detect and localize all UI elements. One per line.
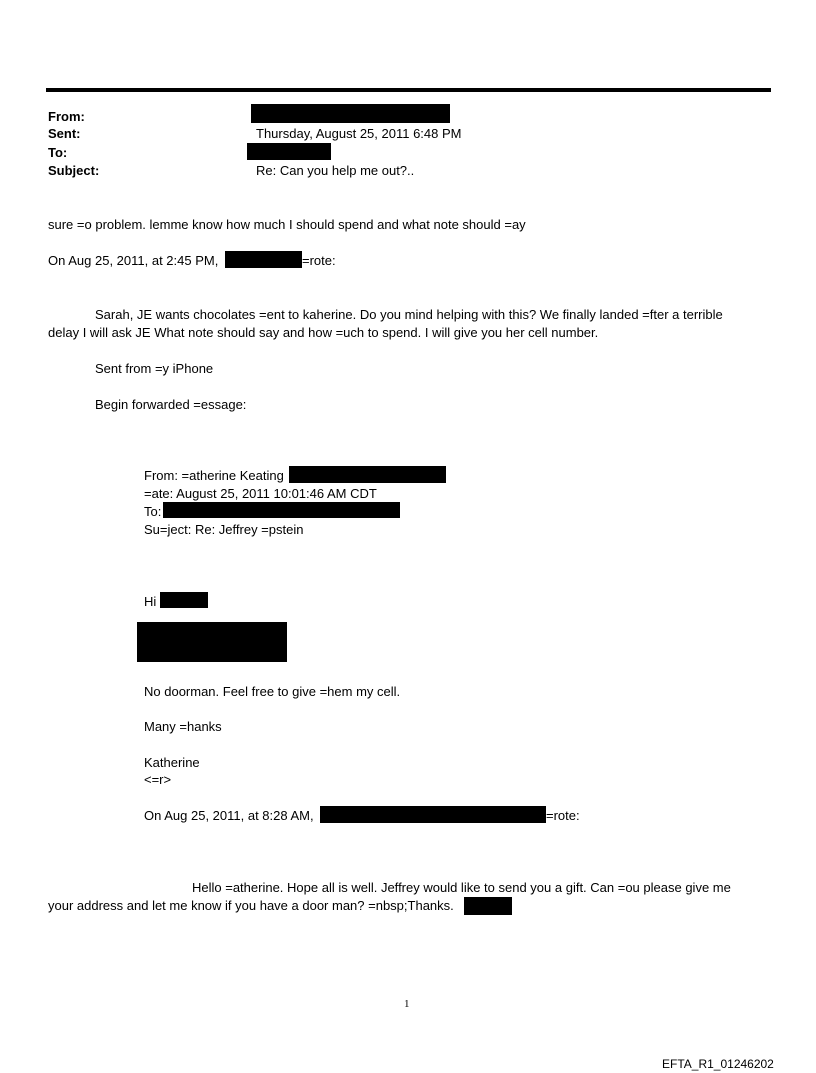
to-redaction [247, 143, 331, 160]
fwd-subject: Su=ject: Re: Jeffrey =pstein [144, 522, 304, 537]
greeting-redaction [160, 592, 208, 608]
sent-label: Sent: [48, 126, 81, 141]
quote1-redaction [225, 251, 302, 268]
block-redaction [137, 622, 287, 662]
from-label: From: [48, 109, 85, 124]
inner-signature-redaction [464, 897, 512, 915]
inner-line-2: your address and let me know if you have a door man? =nbsp;Thanks. [48, 898, 454, 913]
fwd-signature: Katherine [144, 755, 200, 770]
quote2-suffix: =rote: [546, 808, 580, 823]
fwd-br: <=r> [144, 772, 172, 787]
subject-label: Subject: [48, 163, 100, 178]
subject-value: Re: Can you help me out?.. [256, 163, 415, 178]
document-id: EFTA_R1_01246202 [662, 1057, 774, 1071]
header-rule [46, 88, 771, 92]
fwd-date: =ate: August 25, 2011 10:01:46 AM CDT [144, 486, 377, 501]
fwd-to-redaction [163, 502, 400, 518]
quote2-prefix: On Aug 25, 2011, at 8:28 AM, [144, 808, 314, 823]
quote1-suffix: =rote: [302, 253, 336, 268]
begin-forwarded-text: Begin forwarded =essage: [95, 397, 247, 412]
from-redaction [251, 104, 450, 123]
fwd-greeting: Hi [144, 594, 157, 609]
sent-from-text: Sent from =y iPhone [95, 361, 214, 376]
quote1-prefix: On Aug 25, 2011, at 2:45 PM, [48, 253, 219, 268]
fwd-thanks: Many =hanks [144, 719, 222, 734]
quote2-redaction [320, 806, 546, 823]
fwd-to: To: [144, 504, 162, 519]
fwd-doorman: No doorman. Feel free to give =hem my cell. [144, 684, 401, 699]
sent-value: Thursday, August 25, 2011 6:48 PM [256, 126, 462, 141]
fwd-from-redaction [289, 466, 446, 483]
message-line-2: delay I will ask JE What note should say and how =uch to spend. I will give you her cell number. [48, 325, 599, 340]
inner-line-1: Hello =atherine. Hope all is well. Jeffrey would like to send you a gift. Can =ou please give me [192, 880, 731, 895]
fwd-from: From: =atherine Keating [144, 468, 284, 483]
page-number: 1 [404, 998, 410, 1010]
message-line-1: Sarah, JE wants chocolates =ent to kaherine. Do you mind helping with this? We finally landed =fter a terrible [95, 307, 723, 322]
reply-text: sure =o problem. lemme know how much I should spend and what note should =ay [48, 217, 526, 232]
to-label: To: [48, 145, 68, 160]
